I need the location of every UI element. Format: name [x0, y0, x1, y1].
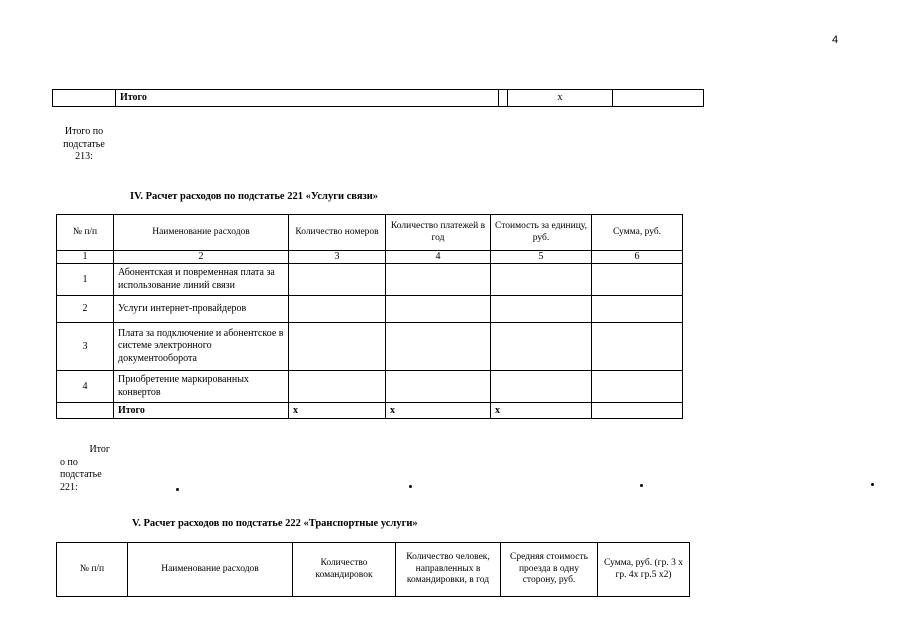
- col-number: 6: [592, 251, 683, 264]
- row-cell: [491, 264, 592, 296]
- row-num: 3: [57, 323, 114, 371]
- top-table-sum-cell: [613, 90, 704, 107]
- total-x-mark: x: [289, 403, 386, 419]
- header-num: № п/п: [57, 543, 128, 597]
- row-cell: [592, 323, 683, 371]
- total-x-mark: x: [386, 403, 491, 419]
- section4-table: [56, 214, 683, 419]
- subtotal-221-line: о по: [60, 456, 78, 468]
- row-num: 2: [57, 296, 114, 323]
- col-number: 2: [114, 251, 289, 264]
- subtotal-213-label: [56, 126, 112, 164]
- top-table-total-label: Итого: [116, 90, 499, 107]
- header-sum: Сумма, руб. (гр. 3 х гр. 4х гр.5 х2): [598, 543, 690, 597]
- row-cell: [592, 296, 683, 323]
- table-row: [57, 371, 683, 403]
- top-table: [52, 89, 704, 107]
- row-cell: [592, 371, 683, 403]
- subtotal-221-line: подстатье: [60, 469, 102, 480]
- top-table-num-cell: [53, 90, 116, 107]
- header-trips: Количество командировок: [293, 543, 396, 597]
- row-cell: [386, 296, 491, 323]
- row-cell: [289, 264, 386, 296]
- section5-title: V. Расчет расходов по подстатье 222 «Транспортные услуги»: [132, 518, 418, 529]
- row-cell: [491, 323, 592, 371]
- row-name: Приобретение маркированных конвертов: [114, 371, 289, 403]
- row-cell: [289, 371, 386, 403]
- scan-speck: [176, 488, 179, 491]
- row-cell: [592, 264, 683, 296]
- header-sum: Сумма, руб.: [592, 215, 683, 251]
- total-label: Итого: [114, 403, 289, 419]
- row-name: Плата за подключение и абонентское в системе электронного документооборота: [114, 323, 289, 371]
- col-number: 4: [386, 251, 491, 264]
- total-row: [57, 403, 683, 419]
- col-number: 3: [289, 251, 386, 264]
- col-number: 1: [57, 251, 114, 264]
- subtotal-221-line: 221:: [60, 481, 78, 493]
- scan-speck: [640, 484, 643, 487]
- row-cell: [289, 296, 386, 323]
- section4-title: IV. Расчет расходов по подстатье 221 «Услуги связи»: [130, 191, 379, 202]
- section5-table: [56, 542, 690, 597]
- row-num: 1: [57, 264, 114, 296]
- header-num: № п/п: [57, 215, 114, 251]
- row-num: 4: [57, 371, 114, 403]
- row-cell: [386, 371, 491, 403]
- subtotal-221-line: Итог: [89, 444, 110, 455]
- header-count: Количество номеров: [289, 215, 386, 251]
- header-name: Наименование расходов: [128, 543, 293, 597]
- top-table-x-mark: x: [508, 90, 613, 107]
- header-unit-cost: Стоимость за единицу, руб.: [491, 215, 592, 251]
- row-cell: [592, 403, 683, 419]
- column-number-row: [57, 251, 683, 264]
- row-cell: [57, 403, 114, 419]
- top-table-empty-cell: [499, 90, 508, 107]
- table-row: [57, 264, 683, 296]
- row-cell: [491, 371, 592, 403]
- row-cell: [491, 296, 592, 323]
- subtotal-213-line: Итого по: [64, 126, 104, 137]
- scan-speck: [871, 483, 874, 486]
- subtotal-213-line: 213:: [75, 151, 93, 162]
- row-cell: [386, 264, 491, 296]
- header-people: Количество человек, направленных в командировки, в год: [396, 543, 501, 597]
- header-payments: Количество платежей в год: [386, 215, 491, 251]
- row-cell: [289, 323, 386, 371]
- header-name: Наименование расходов: [114, 215, 289, 251]
- subtotal-221-label: [60, 444, 110, 494]
- table-row: [57, 323, 683, 371]
- subtotal-213-line: подстатье: [63, 138, 105, 150]
- row-cell: [386, 323, 491, 371]
- scan-speck: [409, 485, 412, 488]
- col-number: 5: [491, 251, 592, 264]
- row-name: Услуги интернет-провайдеров: [114, 296, 289, 323]
- total-x-mark: x: [491, 403, 592, 419]
- header-avg-cost: Средняя стоимость проезда в одну сторону, руб.: [501, 543, 598, 597]
- page-number: 4: [832, 34, 839, 46]
- table-row: [57, 296, 683, 323]
- row-name: Абонентская и повременная плата за использование линий связи: [114, 264, 289, 296]
